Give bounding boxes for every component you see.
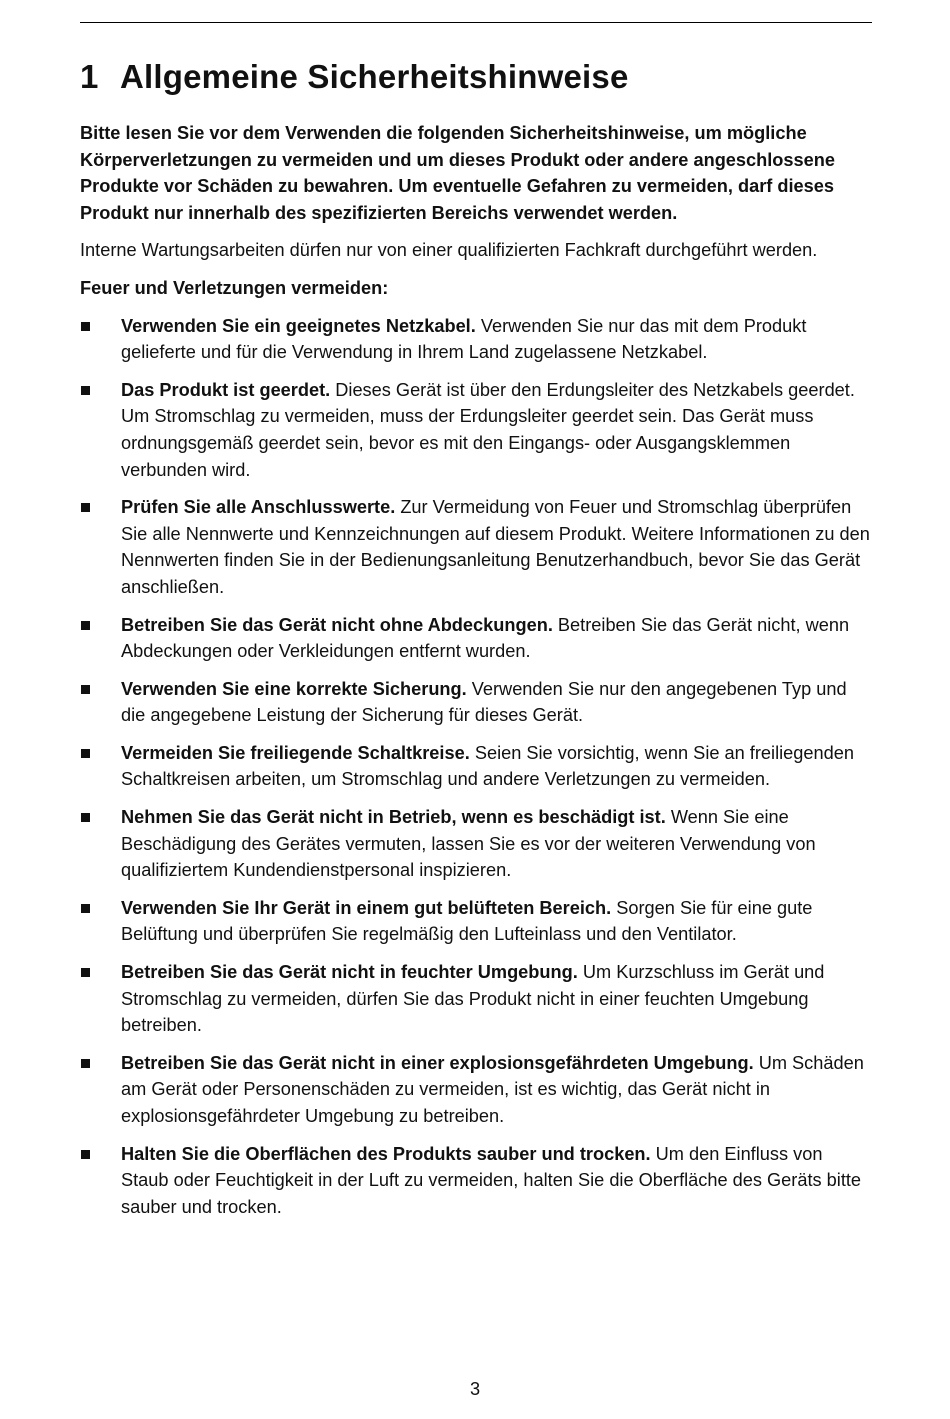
- list-item: [80, 895, 874, 948]
- item-lead: Nehmen Sie das Gerät nicht in Betrieb, wenn es beschädigt ist.: [121, 807, 666, 828]
- item-lead: Halten Sie die Oberflächen des Produkts sauber und trocken.: [121, 1143, 651, 1164]
- item-text: Verwenden Sie nur das mit dem Produkt gelieferte und für die Verwendung in Ihrem Land zugelassene Netzkabel.: [121, 315, 807, 363]
- square-bullet-icon: [81, 813, 90, 822]
- list-item: [80, 612, 874, 665]
- header-rule: [80, 22, 872, 23]
- section-number: 1: [80, 58, 99, 95]
- item-text: Sorgen Sie für eine gute Belüftung und überprüfen Sie regelmäßig den Lufteinlass und den Ventilator.: [121, 897, 813, 945]
- page-number: 3: [469, 1379, 481, 1399]
- item-lead: Verwenden Sie ein geeignetes Netzkabel.: [121, 315, 476, 336]
- item-lead: Betreiben Sie das Gerät nicht ohne Abdeckungen.: [121, 614, 553, 635]
- square-bullet-icon: [81, 968, 90, 977]
- item-lead: Prüfen Sie alle Anschlusswerte.: [121, 497, 396, 518]
- intro-paragraph: Bitte lesen Sie vor dem Verwenden die folgenden Sicherheitshinweise, um mögliche Körperverletzungen zu vermeiden und um dieses Produkt oder andere angeschlossene Produkte vor Schäden zu bewahren. Um eventuelle Gefahren zu vermeiden, darf dieses Produkt nur innerhalb des spezifizierten Bereichs verwendet werden.: [80, 123, 835, 223]
- item-text: Verwenden Sie nur den angegebenen Typ und die angegebene Leistung der Sicherung für dieses Gerät.: [121, 678, 847, 726]
- fire-injury-subheading: Feuer und Verletzungen vermeiden:: [80, 277, 389, 298]
- item-lead: Verwenden Sie eine korrekte Sicherung.: [121, 678, 467, 699]
- square-bullet-icon: [81, 749, 90, 758]
- section-heading: [80, 52, 874, 102]
- list-item: [80, 740, 874, 793]
- square-bullet-icon: [81, 386, 90, 395]
- item-text: Betreiben Sie das Gerät nicht, wenn Abdeckungen oder Verkleidungen entfernt wurden.: [121, 614, 850, 662]
- item-lead: Betreiben Sie das Gerät nicht in feuchter Umgebung.: [121, 962, 578, 983]
- item-lead: Vermeiden Sie freiliegende Schaltkreise.: [121, 742, 470, 763]
- page-content: [80, 52, 874, 1231]
- item-lead: Betreiben Sie das Gerät nicht in einer explosionsgefährdeten Umgebung.: [121, 1052, 754, 1073]
- section-title: Allgemeine Sicherheitshinweise: [120, 58, 629, 95]
- list-item: [80, 1141, 874, 1221]
- square-bullet-icon: [81, 322, 90, 331]
- item-text: Um Schäden am Gerät oder Personenschäden zu vermeiden, ist es wichtig, das Gerät nicht in explosionsgefährdeter Umgebung zu betreiben.: [121, 1052, 864, 1126]
- item-text: Seien Sie vorsichtig, wenn Sie an freiliegenden Schaltkreisen arbeiten, um Stromschlag und andere Verletzungen zu vermeiden.: [121, 742, 854, 790]
- item-text: Wenn Sie eine Beschädigung des Gerätes vermuten, lassen Sie es vor der weiteren Verwendung von qualifiziertem Kundendienstpersonal inspizieren.: [121, 807, 816, 881]
- square-bullet-icon: [81, 1059, 90, 1068]
- item-lead: Das Produkt ist geerdet.: [121, 379, 331, 400]
- square-bullet-icon: [81, 621, 90, 630]
- list-item: [80, 804, 874, 884]
- list-item: [80, 377, 874, 483]
- safety-list: [80, 313, 874, 1221]
- item-text: Um den Einfluss von Staub oder Feuchtigkeit in der Luft zu vermeiden, halten Sie die Oberfläche des Geräts bitte sauber und trocken.: [121, 1143, 862, 1217]
- item-text: Dieses Gerät ist über den Erdungsleiter des Netzkabels geerdet. Um Stromschlag zu vermeiden, muss der Erdungsleiter geerdet sein. Das Gerät muss ordnungsgemäß geerdet sein, bevor es mit den Eingangs- oder Ausgangsklemmen verbunden wird.: [121, 379, 855, 480]
- item-text: Um Kurzschluss im Gerät und Stromschlag zu vermeiden, dürfen Sie das Produkt nicht in einer feuchten Umgebung betreiben.: [121, 962, 825, 1036]
- square-bullet-icon: [81, 685, 90, 694]
- square-bullet-icon: [81, 1150, 90, 1159]
- square-bullet-icon: [81, 503, 90, 512]
- list-item: [80, 494, 874, 600]
- square-bullet-icon: [81, 904, 90, 913]
- item-text: Zur Vermeidung von Feuer und Stromschlag überprüfen Sie alle Nennwerte und Kennzeichnungen auf diesem Produkt. Weitere Informationen zu den Nennwerten finden Sie in der Bedienungsanleitung Benutzerhandbuch, bevor Sie das Gerät anschließen.: [121, 497, 870, 597]
- list-item: [80, 313, 874, 366]
- list-item: [80, 676, 874, 729]
- list-item: [80, 959, 874, 1039]
- list-item: [80, 1050, 874, 1130]
- maintenance-paragraph: Interne Wartungsarbeiten dürfen nur von einer qualifizierten Fachkraft durchgeführt werden.: [80, 240, 818, 261]
- item-lead: Verwenden Sie Ihr Gerät in einem gut belüfteten Bereich.: [121, 897, 612, 918]
